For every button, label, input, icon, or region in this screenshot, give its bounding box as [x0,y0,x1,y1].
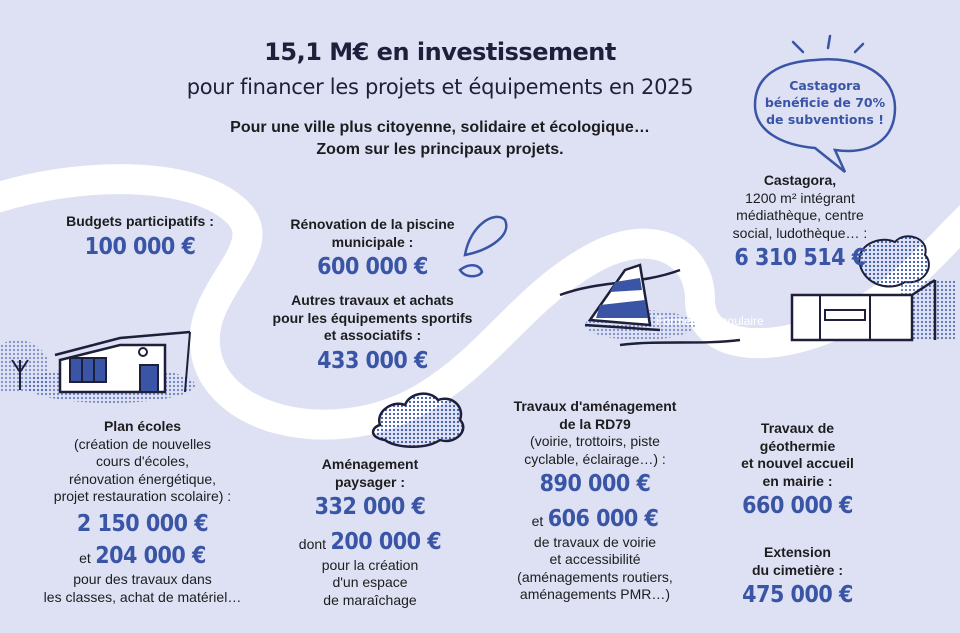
castagora-desc-2: médiathèque, centre [736,207,864,223]
budgets-block [30,213,250,261]
geothermie-label-3: et nouvel accueil [741,455,854,471]
piscine-label-2: municipale : [331,233,414,250]
ecoles-amount: 2 150 000 € [76,510,209,537]
rd79-desc-2: cyclable, éclairage…) : [524,450,666,467]
ecoles-desc-4: projet restauration scolaire) : [53,488,232,504]
page-title: 15,1 M€ en investissement [264,38,616,66]
bubble-line-3: de subventions ! [766,111,884,127]
shape-watermark: Forme rectangulaire [656,314,764,328]
paysager-amount: 332 000 € [314,494,426,520]
bubble-text [760,78,890,129]
castagora-label: Castagora, [763,172,837,188]
rd79-label-2: de la RD79 [559,415,631,432]
cimetiere-label-2: du cimetière : [751,561,844,578]
ecoles-desc-2: cours d'écoles, [96,453,189,469]
geothermie-amount: 660 000 € [742,493,853,519]
castagora-desc-1: 1200 m² intégrant [745,189,855,206]
sportifs-label-1: Autres travaux et achats [291,292,454,308]
ecoles-and: et [79,550,91,567]
sportifs-block [260,292,485,375]
ecoles-desc-6: les classes, achat de matériel… [43,588,242,605]
geothermie-block [715,420,880,521]
cimetiere-block [715,544,880,610]
paysager-label-1: Aménagement [321,456,419,472]
rd79-desc-4: et accessibilité [549,551,641,567]
paysager-dont: dont [298,535,327,552]
paysager-desc-2: d'un espace [332,574,408,590]
school-illustration [0,332,195,403]
geothermie-label-1: Travaux de [760,420,835,436]
cimetiere-label-1: Extension [764,544,831,560]
piscine-block [270,216,475,282]
ecoles-label: Plan écoles [103,418,182,434]
paysager-amount-2: 200 000 € [330,528,442,555]
ecoles-block [10,418,275,606]
piscine-amount: 600 000 € [317,254,428,280]
paysager-desc-1: pour la création [321,556,419,573]
rd79-desc-1: (voirie, trottoirs, piste [530,433,660,449]
paysager-desc-3: de maraîchage [323,591,417,608]
intro-line-2: Zoom sur les principaux projets. [316,141,564,158]
rd79-desc-6: aménagements PMR…) [519,586,671,602]
rd79-amount-2: 606 000 € [547,505,659,532]
castagora-amount: 6 310 514 € [734,245,866,271]
rd79-and: et [531,512,544,529]
ecoles-amount-2: 204 000 € [95,543,206,570]
piscine-label-1: Rénovation de la piscine [290,216,455,232]
ecoles-desc-1: (création de nouvelles [74,435,211,452]
bubble-line-1: Castagora [789,78,861,93]
rd79-desc-5: (aménagements routiers, [517,568,673,585]
rd79-amount: 890 000 € [539,471,651,497]
rd79-desc-3: de travaux de voirie [533,533,657,550]
sportifs-label-2: pour les équipements sportifs [272,309,473,326]
bubble-line-2: bénéficie de 70% [764,94,886,110]
geothermie-label-2: géothermie [759,437,836,454]
page-subtitle: pour financer les projets et équipements en 2025 [186,75,694,99]
rd79-block [490,398,700,604]
rd79-label-1: Travaux d'aménagement [513,398,677,414]
geothermie-label-4: en mairie : [762,472,833,489]
ecoles-desc-5: pour des travaux dans [73,571,212,587]
budgets-amount: 100 000 € [84,233,196,260]
paysager-block [280,456,460,609]
castagora-block [705,172,895,273]
sportifs-amount: 433 000 € [317,347,428,374]
intro-line-1: Pour une ville plus citoyenne, solidaire et écologique… [230,119,650,136]
cimetiere-amount: 475 000 € [742,582,853,608]
castagora-desc-3: social, ludothèque… : [732,224,868,241]
sportifs-label-3: et associatifs : [323,327,422,343]
ecoles-desc-3: rénovation énergétique, [68,470,217,487]
budgets-label: Budgets participatifs : [66,213,214,229]
paysager-label-2: paysager : [334,473,406,490]
